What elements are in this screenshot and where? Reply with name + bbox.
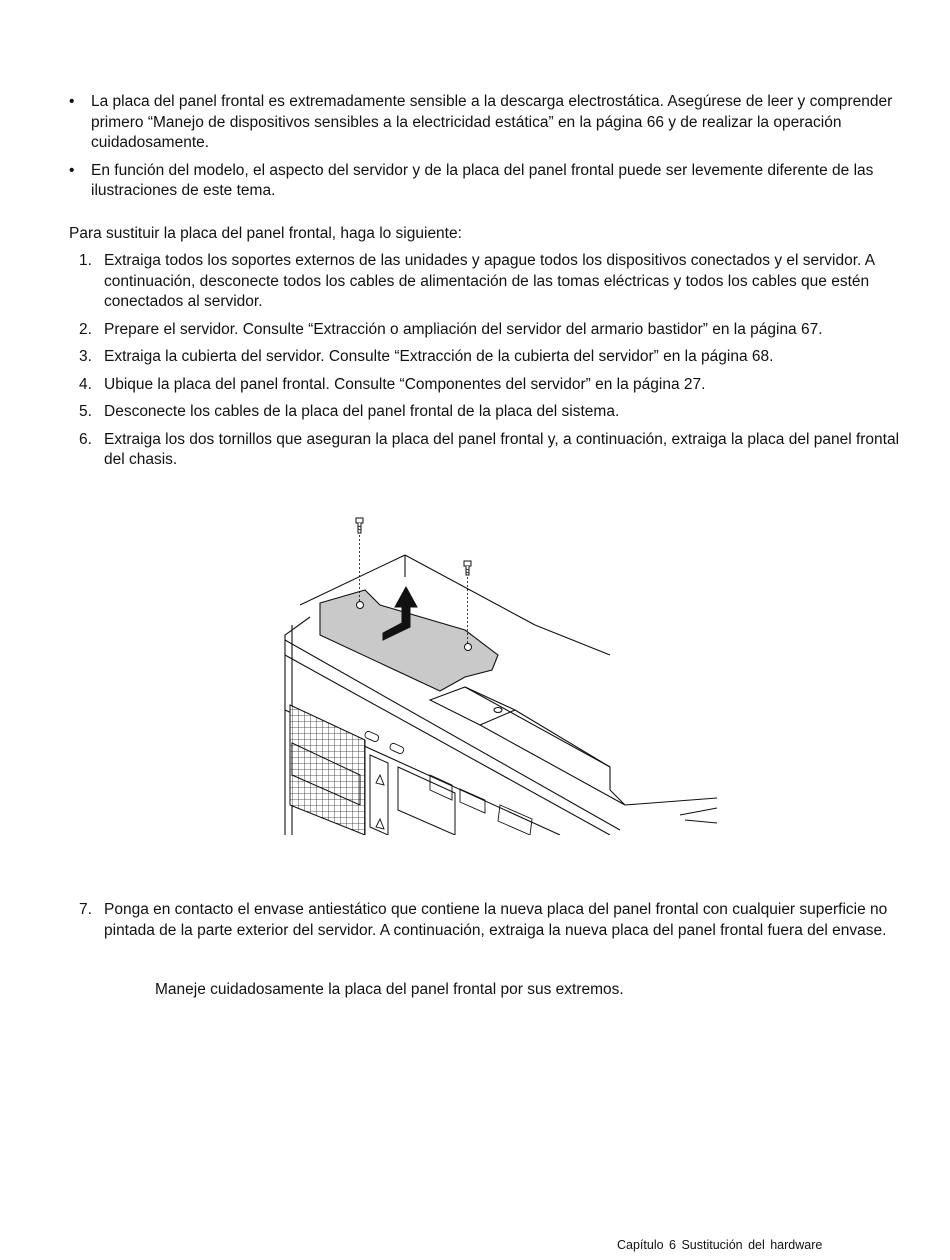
bullet-text: La placa del panel frontal es extremadamente sensible a la descarga electrostática. Asegúrese de leer y comprender primero “Manejo de dispositivos sensibles a la electricidad estática” en la página 66 y de realizar la operación cuidadosamente. xyxy=(91,93,893,151)
screw-icon xyxy=(356,518,363,533)
step-item xyxy=(79,320,919,341)
step-text: Extraiga los dos tornillos que aseguran la placa del panel frontal y, a continuación, extraiga la placa del panel frontal del chasis. xyxy=(104,430,900,468)
front-panel-board-removal-illustration xyxy=(280,505,720,835)
procedure-steps xyxy=(79,251,919,478)
step-text: Ponga en contacto el envase antiestático que contiene la nueva placa del panel frontal con cualquier superficie no pintada de la parte exterior del servidor. A continuación, extraiga la nueva placa del panel frontal fuera del envase. xyxy=(104,901,888,939)
step-number: 7. xyxy=(79,901,92,918)
step-text: Extraiga todos los soportes externos de las unidades y apague todos los dispositivos conectados y el servidor. A continuación, desconecte todos los cables de alimentación de las tomas eléctricas y todos los cables que estén conectados al servidor. xyxy=(104,252,875,310)
step-number: 6. xyxy=(79,430,92,448)
step-number: 1. xyxy=(79,252,92,269)
screw-icon xyxy=(464,561,471,575)
handling-note: Maneje cuidadosamente la placa del panel frontal por sus extremos. xyxy=(155,981,624,998)
step-number: 5. xyxy=(79,403,92,420)
bullet-marker: • xyxy=(69,93,75,110)
step-item xyxy=(79,347,919,368)
step-text: Extraiga la cubierta del servidor. Consulte “Extracción de la cubierta del servidor” en la página 68. xyxy=(104,348,774,365)
bullet-item xyxy=(69,92,909,154)
procedure-intro: Para sustituir la placa del panel frontal, haga lo siguiente: xyxy=(69,225,462,242)
bullet-text: En función del modelo, el aspecto del servidor y de la placa del panel frontal puede ser levemente diferente de las ilustraciones de este tema. xyxy=(91,161,874,199)
bullet-item xyxy=(69,161,909,202)
step-item xyxy=(79,251,919,313)
step-item xyxy=(79,900,919,948)
step-number: 2. xyxy=(79,320,92,338)
step-item xyxy=(79,402,919,423)
step-item xyxy=(79,430,919,471)
step-text: Prepare el servidor. Consulte “Extracción o ampliación del servidor del armario bastidor” en la página 67. xyxy=(104,320,823,338)
warning-bullet-list xyxy=(69,92,909,209)
step-7 xyxy=(79,900,919,941)
server-chassis-drawing xyxy=(280,505,720,835)
step-number: 4. xyxy=(79,375,92,393)
step-item xyxy=(79,375,919,396)
bullet-marker: • xyxy=(69,161,75,179)
step-text: Desconecte los cables de la placa del panel frontal de la placa del sistema. xyxy=(104,403,620,420)
page-footer: Capítulo 6 Sustitución del hardware xyxy=(617,1238,823,1252)
step-number: 3. xyxy=(79,348,92,365)
step-text: Ubique la placa del panel frontal. Consulte “Componentes del servidor” en la página 27. xyxy=(104,375,706,393)
